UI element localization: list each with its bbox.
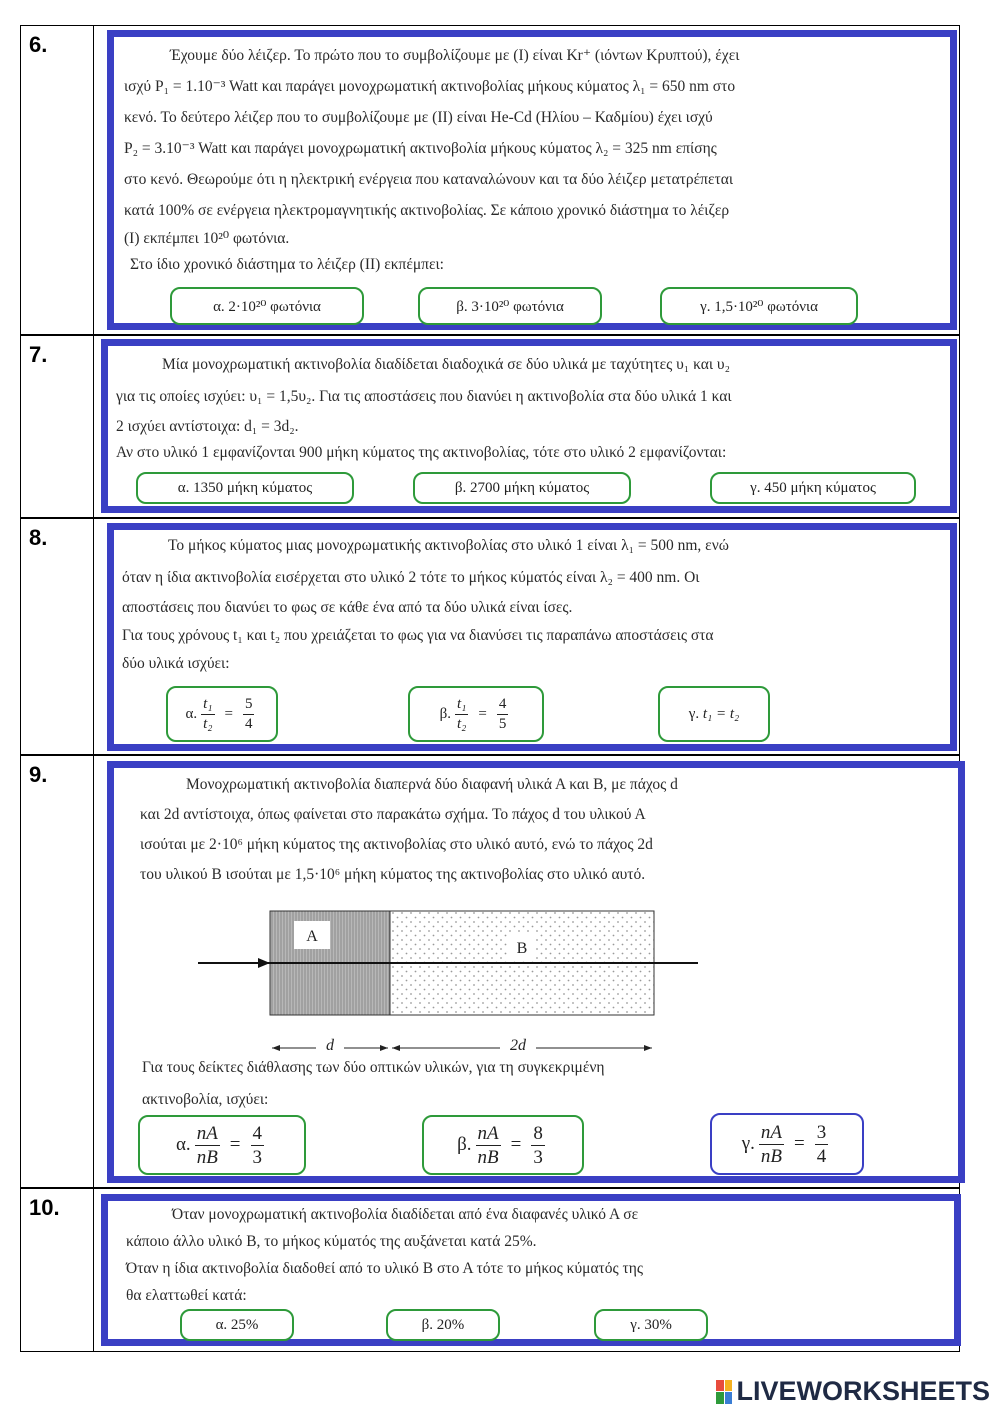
- question-number: 8.: [29, 525, 48, 550]
- brand-name: LIVEWORKSHEETS: [736, 1376, 990, 1406]
- option-c[interactable]: [710, 1113, 864, 1175]
- fraction-left: $\frac{\text{t₁}}{\text{t₂}}$: [203, 695, 213, 732]
- question-number-cell: [21, 756, 94, 1187]
- question-row-7: [20, 335, 960, 518]
- question-text: [116, 349, 941, 466]
- material-a-label: A: [306, 928, 318, 945]
- equals-sign: =: [794, 1133, 805, 1154]
- option-label: γ. 450 μήκη κύματος: [750, 479, 876, 496]
- text-line: Το μήκος κύματος μιας μονοχρωματικής ακτινοβολίας στο υλικό 1 είναι λ₁ = 500 nm, ενώ: [168, 537, 729, 554]
- fraction-left: $\frac{nA}{nB}$: [477, 1122, 499, 1168]
- logo-mark-icon: [716, 1380, 732, 1404]
- option-a[interactable]: [180, 1309, 294, 1341]
- text-line: Έχουμε δύο λέιζερ. Το πρώτο που το συμβολίζουμε με (Ι) είναι Kr⁺ (ιόντων Κρυπτού), έχει: [170, 47, 740, 64]
- option-a[interactable]: [166, 686, 278, 742]
- dimension-2d-label: 2d: [510, 1037, 526, 1054]
- option-expression: t₁ = t₂: [702, 705, 740, 722]
- text-line: δύο υλικά ισχύει:: [122, 655, 230, 672]
- option-a[interactable]: [170, 287, 364, 325]
- text-line: του υλικού Β ισούται με 1,5·10⁶ μήκη κύματος της ακτινοβολίας στο υλικό αυτό.: [140, 866, 646, 883]
- option-label: γ. 1,5·10²⁰ φωτόνια: [700, 298, 818, 315]
- question-text: [124, 40, 939, 278]
- option-b[interactable]: [413, 472, 631, 504]
- option-label: α. 25%: [215, 1316, 259, 1333]
- text-line: κενό. Το δεύτερο λέιζερ που το συμβολίζουμε με (ΙΙ) είναι He-Cd (Ηλίου – Καδμίου) έχει ισχύ: [124, 109, 713, 126]
- text-line: Για τους δείκτες διάθλασης των δύο οπτικών υλικών, για τη συγκεκριμένη: [142, 1059, 605, 1076]
- dimension-arrow-icon: [272, 1045, 280, 1051]
- text-line: όταν η ίδια ακτινοβολία εισέρχεται στο υλικό 2 τότε το μήκος κύματός είναι λ₂ = 400 nm. Οι: [122, 569, 700, 586]
- question-text-after: [142, 1052, 847, 1116]
- fraction-right: $\frac{5}{4}$: [244, 695, 253, 732]
- question-text: [122, 530, 940, 678]
- question-row-6: [20, 25, 960, 335]
- dimension-arrow-icon: [392, 1045, 400, 1051]
- text-line: κατά 100% σε ενέργεια ηλεκτρομαγνητικής ακτινοβολίας. Σε κάποιο χρονικό διάστημα το λέιζερ: [124, 202, 730, 219]
- text-line: για τις οποίες ισχύει: υ₁ = 1,5υ₂. Για τις αποστάσεις που διανύει η ακτινοβολία στα δύο υλικά 1 και: [116, 388, 732, 405]
- option-label: γ. 30%: [630, 1316, 672, 1333]
- question-row-9: [20, 755, 960, 1188]
- option-c[interactable]: [594, 1309, 708, 1341]
- fraction-left: $\frac{nA}{nB}$: [760, 1121, 783, 1167]
- text-line: (Ι) εκπέμπει 10²⁰ φωτόνια.: [124, 230, 290, 247]
- option-label: β. 20%: [421, 1316, 465, 1333]
- fraction-right: $\frac{4}{5}$: [498, 695, 507, 732]
- liveworksheets-logo: [716, 1376, 990, 1407]
- fraction-right: $\frac{4}{3}$: [252, 1122, 263, 1168]
- question-panel-7: [101, 339, 957, 513]
- text-line: ακτινοβολία, ισχύει:: [142, 1091, 269, 1108]
- question-number-cell: [21, 26, 94, 334]
- equals-sign: =: [478, 705, 487, 722]
- dimension-d-label: d: [326, 1037, 334, 1054]
- question-panel-8: [107, 523, 957, 751]
- dimension-arrow-icon: [380, 1045, 388, 1051]
- option-letter: β.: [439, 705, 452, 722]
- option-b[interactable]: [418, 287, 602, 325]
- fraction-right: $\frac{3}{4}$: [816, 1121, 827, 1167]
- question-number: 6.: [29, 32, 48, 57]
- question-number: 9.: [29, 762, 48, 787]
- question-number: 7.: [29, 342, 48, 367]
- option-a[interactable]: [136, 472, 354, 504]
- question-number-cell: [21, 336, 94, 517]
- equals-sign: =: [224, 705, 233, 722]
- materials-figure: [184, 893, 704, 1058]
- text-line: Αν στο υλικό 1 εμφανίζονται 900 μήκη κύματος της ακτινοβολίας, τότε στο υλικό 2 εμφανίζονται:: [116, 444, 727, 461]
- question-row-8: [20, 518, 960, 755]
- question-panel-10: [101, 1194, 961, 1346]
- option-b[interactable]: [386, 1309, 500, 1341]
- question-text: [140, 770, 845, 890]
- equals-sign: =: [510, 1134, 522, 1155]
- material-b-label: B: [516, 940, 528, 957]
- question-text: [126, 1201, 944, 1309]
- text-line: ισχύ P₁ = 1.10⁻³ Watt και παράγει μονοχρωματική ακτινοβολίας μήκους κύματος λ₁ = 650 nm στο: [124, 78, 736, 95]
- text-line: P₂ = 3.10⁻³ Watt και παράγει μονοχρωματική ακτινοβολία μήκους κύματος λ₂ = 325 nm επίσης: [124, 140, 717, 157]
- text-line: ισούται με 2·10⁶ μήκη κύματος της ακτινοβολίας στο υλικό αυτό, ενώ το πάχος 2d: [140, 836, 653, 853]
- text-line: Για τους χρόνους t₁ και t₂ που χρειάζεται το φως για να διανύσει τις παραπάνω αποστάσεις στα: [122, 627, 714, 644]
- option-a[interactable]: [138, 1115, 306, 1175]
- option-letter: α.: [175, 1134, 191, 1155]
- option-letter: α.: [185, 705, 198, 722]
- fraction-left: $\frac{nA}{nB}$: [196, 1122, 218, 1168]
- fraction-right: $\frac{8}{3}$: [533, 1122, 543, 1168]
- text-line: 2 ισχύει αντίστοιχα: d₁ = 3d₂.: [116, 418, 299, 435]
- equals-sign: =: [229, 1134, 241, 1155]
- option-label: α. 2·10²⁰ φωτόνια: [213, 298, 321, 315]
- text-line: θα ελαττωθεί κατά:: [126, 1287, 247, 1304]
- text-line: και 2d αντίστοιχα, όπως φαίνεται στο παρακάτω σχήμα. Το πάχος d του υλικού Α: [140, 806, 646, 823]
- option-letter: β.: [457, 1134, 472, 1155]
- text-line: Όταν η ίδια ακτινοβολία διαδοθεί από το υλικό Β στο Α τότε το μήκος κύματός της: [126, 1260, 644, 1277]
- option-c[interactable]: [658, 686, 770, 742]
- question-panel-9: [107, 761, 965, 1183]
- option-c[interactable]: [660, 287, 858, 325]
- question-panel-6: [107, 30, 957, 330]
- dimension-arrow-icon: [644, 1045, 652, 1051]
- option-letter: γ.: [688, 705, 700, 722]
- question-row-10: [20, 1188, 960, 1352]
- option-label: α. 1350 μήκη κύματος: [177, 479, 313, 496]
- option-label: β. 2700 μήκη κύματος: [454, 479, 590, 496]
- question-number-cell: [21, 1189, 94, 1351]
- ray-arrow-icon: [258, 958, 270, 968]
- question-number-cell: [21, 519, 94, 754]
- text-line: κάποιο άλλο υλικό Β, το μήκος κύματός της αυξάνεται κατά 25%.: [126, 1233, 537, 1250]
- text-line: Μία μονοχρωματική ακτινοβολία διαδίδεται διαδοχικά σε δύο υλικά με ταχύτητες υ₁ και υ₂: [162, 356, 730, 373]
- option-b[interactable]: [408, 686, 544, 742]
- text-line: Όταν μονοχρωματική ακτινοβολία διαδίδεται από ένα διαφανές υλικό Α σε: [172, 1206, 639, 1223]
- option-label: β. 3·10²⁰ φωτόνια: [456, 298, 564, 315]
- text-line: Μονοχρωματική ακτινοβολία διαπερνά δύο διαφανή υλικά Α και Β, με πάχος d: [186, 776, 678, 793]
- option-letter: γ.: [741, 1133, 755, 1154]
- text-line: Στο ίδιο χρονικό διάστημα το λέιζερ (ΙΙ) εκπέμπει:: [130, 256, 444, 273]
- question-number: 10.: [29, 1195, 60, 1220]
- text-line: αποστάσεις που διανύει το φως σε κάθε ένα από τα δύο υλικά είναι ίσες.: [122, 599, 573, 616]
- option-b[interactable]: [422, 1115, 584, 1175]
- text-line: στο κενό. Θεωρούμε ότι η ηλεκτρική ενέργεια που καταναλώνουν και τα δύο λέιζερ μετατρέπεται: [124, 171, 734, 188]
- fraction-left: $\frac{\text{t₁}}{\text{t₂}}$: [457, 695, 467, 732]
- option-c[interactable]: [710, 472, 916, 504]
